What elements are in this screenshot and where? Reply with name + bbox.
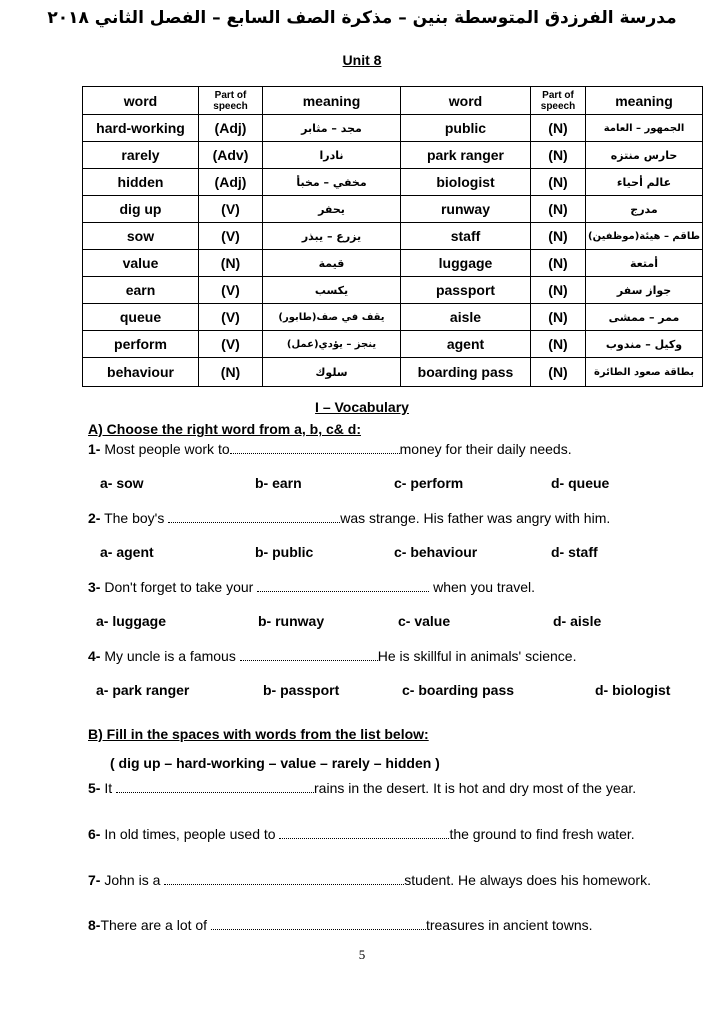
cell-part-of-speech: (N) [531, 169, 586, 196]
question-number: 3- [88, 579, 101, 595]
answer-blank [257, 579, 429, 592]
header-word: word [83, 87, 199, 115]
option-a: a- agent [100, 544, 154, 560]
answer-blank [168, 510, 340, 523]
question-text: He is skillful in animals' science. [377, 648, 577, 664]
cell-word: perform [83, 331, 199, 358]
cell-word: hidden [83, 169, 199, 196]
cell-meaning-arabic: يحفر [263, 196, 401, 223]
question-3 [88, 579, 535, 595]
word-list: ( dig up – hard-working – value – rarely – hidden ) [110, 755, 440, 771]
option-c: c- value [398, 613, 451, 629]
cell-meaning-arabic: سلوك [263, 358, 401, 387]
cell-word: public [401, 115, 531, 142]
option-c: c- perform [394, 475, 464, 491]
table-row [83, 223, 703, 250]
question-7 [88, 872, 651, 888]
cell-part-of-speech: (V) [199, 277, 263, 304]
cell-meaning-arabic: أمتعة [586, 250, 703, 277]
cell-meaning-arabic: بطاقة صعود الطائرة [586, 358, 703, 387]
option-a: a- sow [100, 475, 144, 491]
question-text: John is a [100, 872, 165, 888]
cell-part-of-speech: (Adj) [199, 169, 263, 196]
cell-meaning-arabic: ينجز – يؤدي(عمل) [263, 331, 401, 358]
page-number: 5 [358, 947, 366, 962]
option-d: d- queue [551, 475, 610, 491]
question-8 [88, 917, 593, 933]
cell-word: value [83, 250, 199, 277]
question-1 [88, 441, 572, 457]
option-c: c- boarding pass [402, 682, 515, 698]
table-row [83, 115, 703, 142]
answer-blank [279, 826, 449, 839]
table-row [83, 277, 703, 304]
cell-meaning-arabic: يزرع – يبذر [263, 223, 401, 250]
question-4 [88, 648, 576, 664]
cell-meaning-arabic: وكيل – مندوب [586, 331, 703, 358]
table-row [83, 196, 703, 223]
cell-part-of-speech: (V) [199, 196, 263, 223]
cell-meaning-arabic: ممر – ممشى [586, 304, 703, 331]
option-b: b- runway [258, 613, 325, 629]
part-a-title: A) Choose the right word from a, b, c& d: [88, 421, 361, 437]
question-text: the ground to find fresh water. [449, 826, 635, 842]
table-row [83, 250, 703, 277]
table-row [83, 142, 703, 169]
cell-part-of-speech: (Adv) [199, 142, 263, 169]
cell-word: hard-working [83, 115, 199, 142]
option-d: d- biologist [595, 682, 671, 698]
cell-word: passport [401, 277, 531, 304]
table-row [83, 358, 703, 387]
question-text: was strange. His father was angry with him. [340, 510, 611, 526]
cell-meaning-arabic: جواز سفر [586, 277, 703, 304]
vocabulary-table [82, 86, 703, 387]
cell-word: aisle [401, 304, 531, 331]
header-part-of-speech: Part of speech [199, 87, 263, 115]
option-b: b- public [255, 544, 314, 560]
cell-word: rarely [83, 142, 199, 169]
cell-word: biologist [401, 169, 531, 196]
part-b-title: B) Fill in the spaces with words from the list below: [88, 726, 429, 742]
cell-meaning-arabic: مدرج [586, 196, 703, 223]
header-part-of-speech: Part of speech [531, 87, 586, 115]
unit-title: Unit 8 [342, 52, 382, 68]
answer-blank [240, 648, 378, 661]
table-row [83, 331, 703, 358]
cell-word: boarding pass [401, 358, 531, 387]
question-text: Don't forget to take your [100, 579, 258, 595]
cell-meaning-arabic: يقف في صف(طابور) [263, 304, 401, 331]
cell-meaning-arabic: مخفي – مخبأ [263, 169, 401, 196]
question-text: rains in the desert. It is hot and dry most of the year. [314, 780, 637, 796]
cell-part-of-speech: (N) [531, 196, 586, 223]
question-number: 7- [88, 872, 101, 888]
question-text: student. He always does his homework. [404, 872, 651, 888]
section-title: I – Vocabulary [315, 399, 409, 415]
table-header-row [83, 87, 703, 115]
option-b: b- passport [263, 682, 340, 698]
cell-part-of-speech: (Adj) [199, 115, 263, 142]
cell-meaning-arabic: مجد – مثابر [263, 115, 401, 142]
question-text: treasures in ancient towns. [425, 917, 593, 933]
question-text: My uncle is a famous [100, 648, 240, 664]
cell-meaning-arabic: الجمهور – العامة [586, 115, 703, 142]
cell-part-of-speech: (N) [531, 223, 586, 250]
cell-part-of-speech: (N) [531, 358, 586, 387]
cell-part-of-speech: (N) [199, 358, 263, 387]
header-meaning: meaning [586, 87, 703, 115]
header-meaning: meaning [263, 87, 401, 115]
cell-part-of-speech: (N) [531, 277, 586, 304]
cell-meaning-arabic: يكسب [263, 277, 401, 304]
cell-meaning-arabic: طاقم – هيئة(موظفين) [586, 223, 703, 250]
option-d: d- staff [551, 544, 598, 560]
cell-meaning-arabic: نادرا [263, 142, 401, 169]
question-text: There are a lot of [100, 917, 211, 933]
cell-word: sow [83, 223, 199, 250]
question-text: The boy's [100, 510, 169, 526]
question-text: It [100, 780, 117, 796]
cell-word: staff [401, 223, 531, 250]
cell-part-of-speech: (V) [199, 304, 263, 331]
cell-word: earn [83, 277, 199, 304]
cell-meaning-arabic: حارس منتزه [586, 142, 703, 169]
cell-word: luggage [401, 250, 531, 277]
cell-part-of-speech: (N) [199, 250, 263, 277]
option-d: d- aisle [553, 613, 602, 629]
question-number: 4- [88, 648, 101, 664]
answer-blank [211, 917, 426, 930]
question-text: money for their daily needs. [399, 441, 572, 457]
cell-part-of-speech: (V) [199, 223, 263, 250]
cell-part-of-speech: (N) [531, 331, 586, 358]
question-5 [88, 780, 636, 796]
option-a: a- luggage [96, 613, 167, 629]
cell-part-of-speech: (V) [199, 331, 263, 358]
question-number: 1- [88, 441, 101, 457]
cell-part-of-speech: (N) [531, 115, 586, 142]
option-a: a- park ranger [96, 682, 190, 698]
header-word: word [401, 87, 531, 115]
table-row [83, 169, 703, 196]
answer-blank [116, 780, 314, 793]
question-number: 2- [88, 510, 101, 526]
cell-word: agent [401, 331, 531, 358]
cell-part-of-speech: (N) [531, 250, 586, 277]
cell-word: runway [401, 196, 531, 223]
question-number: 5- [88, 780, 101, 796]
cell-part-of-speech: (N) [531, 304, 586, 331]
cell-part-of-speech: (N) [531, 142, 586, 169]
table-row [83, 304, 703, 331]
question-6 [88, 826, 635, 842]
option-b: b- earn [255, 475, 302, 491]
cell-meaning-arabic: عالم أحياء [586, 169, 703, 196]
question-text: when you travel. [429, 579, 536, 595]
cell-meaning-arabic: قيمة [263, 250, 401, 277]
cell-word: behaviour [83, 358, 199, 387]
cell-word: dig up [83, 196, 199, 223]
cell-word: queue [83, 304, 199, 331]
option-c: c- behaviour [394, 544, 478, 560]
question-number: 8- [88, 917, 101, 933]
school-header: مدرسة الفرزدق المتوسطة بنين – مذكرة الصف السابع – الفصل الثاني ٢٠١٨ [47, 8, 677, 28]
question-number: 6- [88, 826, 101, 842]
question-text: In old times, people used to [100, 826, 280, 842]
question-text: Most people work to [100, 441, 230, 457]
answer-blank [230, 441, 400, 454]
question-2 [88, 510, 610, 526]
answer-blank [164, 872, 404, 885]
cell-word: park ranger [401, 142, 531, 169]
